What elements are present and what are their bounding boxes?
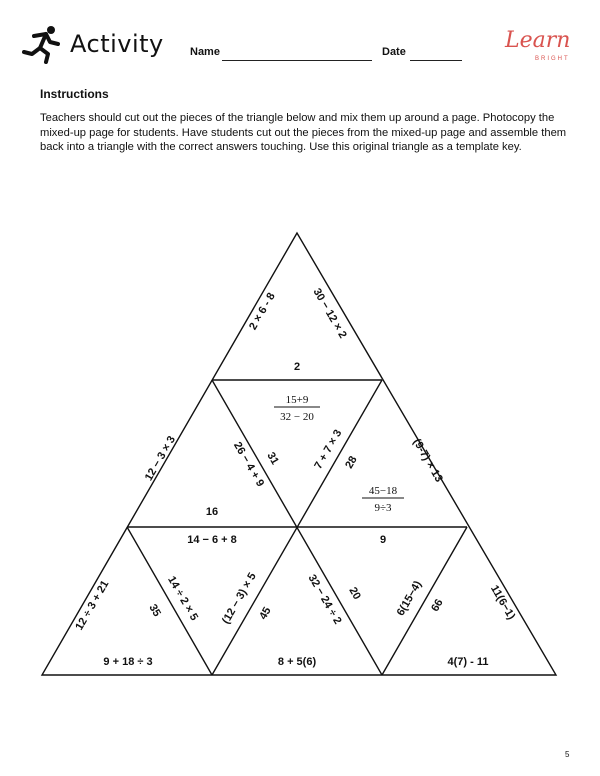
top-left-edge-expr: 2 × 6 - 8 — [247, 290, 278, 333]
logo-subtext: BRIGHT — [535, 56, 570, 62]
bottom-left-answer: 35 — [146, 602, 163, 619]
date-label: Date — [382, 46, 406, 58]
triangle-puzzle — [0, 220, 600, 690]
bottom-mid-right-expr: 32 − 24 ÷ 2 — [305, 572, 344, 627]
center-left-answer: 31 — [264, 450, 281, 467]
bottom-mid-piece-expr: 8 + 5(6) — [277, 656, 317, 668]
row3-top-expr: 14 − 6 + 8 — [187, 534, 237, 546]
logo-text: Learn — [505, 28, 571, 53]
runner-icon — [20, 24, 64, 64]
triangle-grid-lines — [42, 233, 556, 675]
bottom-inner-1-left-expr: 14 ÷ 2 × 5 — [165, 574, 201, 623]
bottom-right-edge-expr: 11(6−1) — [487, 583, 518, 622]
top-right-edge-expr: 30 − 12 × 2 — [310, 286, 349, 341]
left-mid-edge-expr: 12 − 3 × 3 — [142, 434, 178, 483]
fraction-denominator: 9÷3 — [374, 502, 392, 514]
name-field[interactable] — [222, 60, 372, 61]
name-label: Name — [190, 46, 220, 58]
fraction-numerator: 15+9 — [285, 394, 309, 406]
top-piece-answer: 2 — [293, 361, 301, 373]
instructions-heading: Instructions — [40, 87, 109, 101]
center-right-edge-expr: 7 + 7 × 3 — [312, 427, 345, 472]
worksheet-header — [0, 0, 600, 80]
bottom-left-edge-expr: 12 ÷ 3 + 21 — [73, 578, 112, 633]
bottom-inner-2-right-expr: 6(15−4) — [394, 578, 425, 619]
center-right-answer: 28 — [343, 454, 360, 471]
date-field[interactable] — [410, 60, 462, 61]
center-top-fraction — [274, 394, 320, 423]
row3-top-answer: 9 — [379, 534, 387, 546]
page-number: 5 — [565, 750, 570, 759]
bottom-inner-1-right-expr: (12 − 3) × 5 — [219, 570, 259, 627]
bottom-right-left-answer: 66 — [429, 597, 446, 614]
fraction-numerator: 45−18 — [368, 485, 398, 497]
center-left-edge-expr: 26 − 4 + 9 — [231, 440, 267, 489]
learn-bright-logo — [505, 28, 585, 68]
left-mid-answer: 16 — [205, 506, 219, 518]
instructions-body: Teachers should cut out the pieces of the triangle below and mix them up around a page. Photocopy the mixed-up page for students. Have students cut out the pieces from the mixed-up page and assemble them back into a triangle with the correct answers touching. Use this original triangle as a template key. — [40, 112, 567, 153]
page-title: Activity — [70, 30, 164, 58]
bottom-inner-2-left-answer: 20 — [346, 585, 363, 602]
right-mid-fraction — [362, 485, 404, 514]
right-mid-edge-expr: (9-7) × 13 — [410, 436, 445, 485]
fraction-denominator: 32 − 20 — [280, 411, 314, 423]
bottom-right-piece-expr: 4(7) - 11 — [447, 656, 489, 668]
bottom-mid-left-answer: 45 — [257, 605, 274, 622]
bottom-left-piece-expr: 9 + 18 ÷ 3 — [103, 656, 153, 668]
